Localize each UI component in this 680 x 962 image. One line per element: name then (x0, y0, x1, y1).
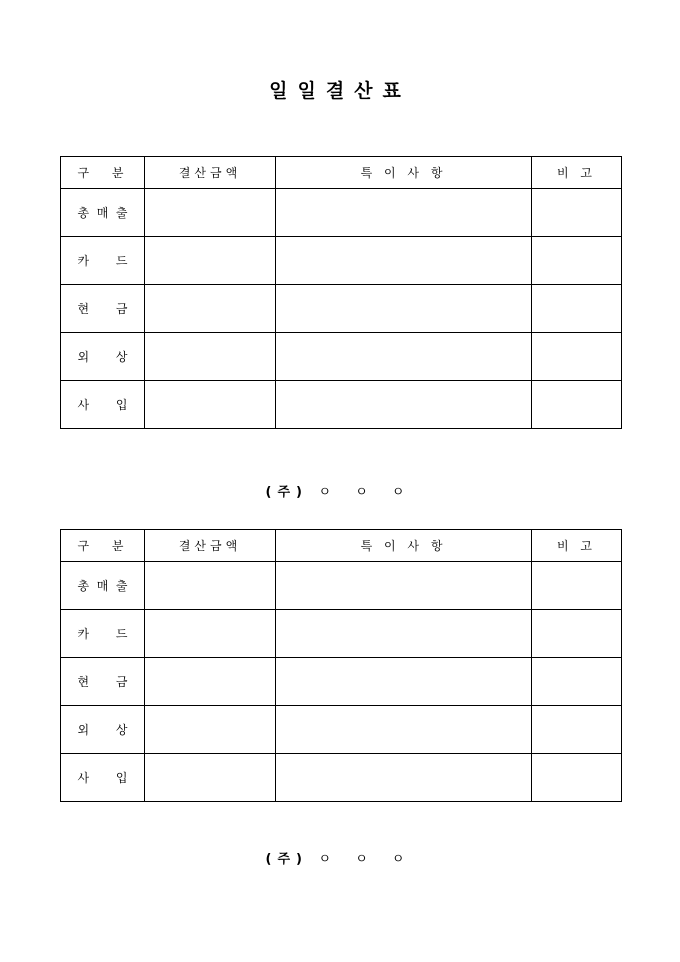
amount-cell[interactable] (145, 333, 276, 381)
table-row (61, 754, 622, 802)
company-name-2 (0, 848, 680, 867)
amount-cell[interactable] (145, 285, 276, 333)
remarks-cell[interactable] (532, 333, 622, 381)
remarks-cell[interactable] (532, 189, 622, 237)
company-name-1 (0, 481, 680, 500)
amount-cell[interactable] (145, 706, 276, 754)
amount-cell[interactable] (145, 754, 276, 802)
table-row (61, 658, 622, 706)
remarks-cell[interactable] (532, 754, 622, 802)
table-row (61, 610, 622, 658)
header-row (61, 157, 622, 189)
notes-cell[interactable] (276, 562, 532, 610)
amount-cell[interactable] (145, 658, 276, 706)
notes-cell[interactable] (276, 381, 532, 429)
notes-cell[interactable] (276, 610, 532, 658)
header-remarks: 비 고 (532, 157, 622, 189)
item-label: 사 입 (61, 381, 145, 429)
notes-cell[interactable] (276, 285, 532, 333)
item-label: 카 드 (61, 237, 145, 285)
remarks-cell[interactable] (532, 381, 622, 429)
amount-cell[interactable] (145, 189, 276, 237)
document-title: 일일결산표 (269, 80, 411, 102)
remarks-cell[interactable] (532, 285, 622, 333)
item-label: 현 금 (61, 658, 145, 706)
item-label: 총 매 출 (61, 189, 145, 237)
company-prefix: (주) (265, 852, 308, 867)
header-category: 구 분 (61, 157, 145, 189)
header-remarks: 비 고 (532, 530, 622, 562)
header-category: 구 분 (61, 530, 145, 562)
amount-cell[interactable] (145, 562, 276, 610)
amount-cell[interactable] (145, 610, 276, 658)
remarks-cell[interactable] (532, 237, 622, 285)
notes-cell[interactable] (276, 333, 532, 381)
remarks-cell[interactable] (532, 658, 622, 706)
remarks-cell[interactable] (532, 562, 622, 610)
remarks-cell[interactable] (532, 706, 622, 754)
remarks-cell[interactable] (532, 610, 622, 658)
item-label: 총 매 출 (61, 562, 145, 610)
settlement-table-2 (60, 529, 622, 802)
notes-cell[interactable] (276, 754, 532, 802)
notes-cell[interactable] (276, 189, 532, 237)
amount-cell[interactable] (145, 237, 276, 285)
table-row (61, 285, 622, 333)
company-prefix: (주) (265, 485, 308, 500)
table-row (61, 706, 622, 754)
amount-cell[interactable] (145, 381, 276, 429)
header-notes: 특 이 사 항 (276, 157, 532, 189)
item-label: 외 상 (61, 706, 145, 754)
table-row (61, 333, 622, 381)
table-row (61, 381, 622, 429)
item-label: 현 금 (61, 285, 145, 333)
header-row (61, 530, 622, 562)
item-label: 사 입 (61, 754, 145, 802)
notes-cell[interactable] (276, 706, 532, 754)
table-row (61, 562, 622, 610)
company-circles: ㅇ ㅇ ㅇ (318, 852, 415, 867)
header-notes: 특 이 사 항 (276, 530, 532, 562)
item-label: 외 상 (61, 333, 145, 381)
header-amount: 결산금액 (145, 530, 276, 562)
item-label: 카 드 (61, 610, 145, 658)
table-row (61, 237, 622, 285)
table-row (61, 189, 622, 237)
notes-cell[interactable] (276, 237, 532, 285)
settlement-table-1 (60, 156, 622, 429)
notes-cell[interactable] (276, 658, 532, 706)
company-circles: ㅇ ㅇ ㅇ (318, 485, 415, 500)
header-amount: 결산금액 (145, 157, 276, 189)
